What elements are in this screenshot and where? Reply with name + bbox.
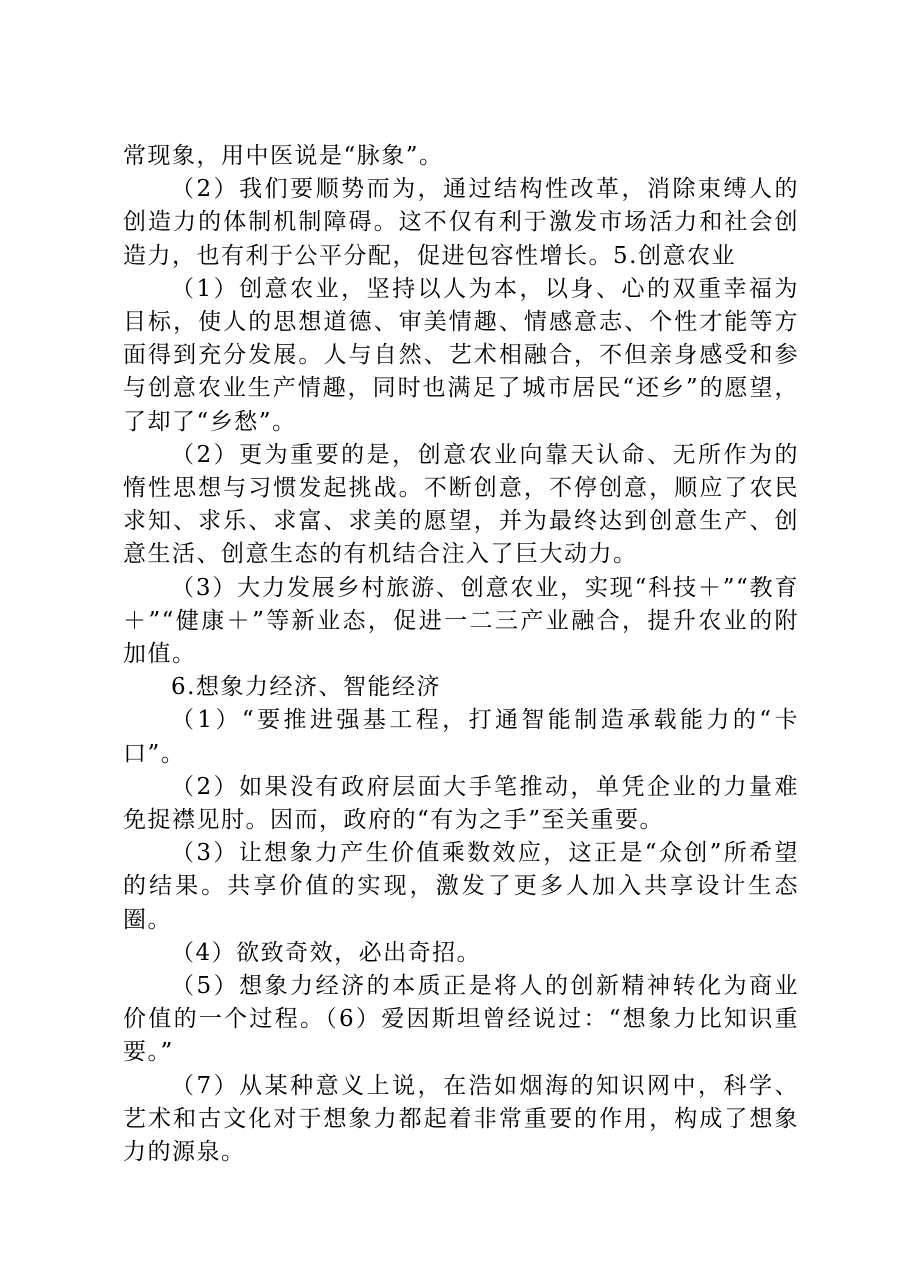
paragraph-continuation: 常现象，用中医说是“脉象”。	[123, 143, 444, 169]
paragraph-creative-agriculture-2: （2）更为重要的是，创意农业向靠天认命、无所作为的惰性思想与习惯发起挑战。不断创意，不停创意，顺应了农民求知、求乐、求富、求美的愿望，并为最终达到创意生产、创意生活、创意生态的有机结合注入了巨大动力。	[123, 441, 799, 568]
document-page	[123, 140, 799, 1169]
paragraph-creative-agriculture-1: （1）创意农业，坚持以人为本，以身、心的双重幸福为目标，使人的思想道德、审美情趣、情感意志、个性才能等方面得到充分发展。人与自然、艺术相融合，不但亲身感受和参与创意农业生产情趣，同时也满足了城市居民“还乡”的愿望，了却了“乡愁”。	[123, 275, 799, 435]
paragraph-imagination-5: （5）想象力经济的本质正是将人的创新精神转化为商业价值的一个过程。（6）爱因斯坦曾经说过：“想象力比知识重要。”	[123, 973, 799, 1066]
paragraph-imagination-1: （1）“要推进强基工程，打通智能制造承载能力的“卡口”。	[123, 707, 799, 767]
paragraph-imagination-2: （2）如果没有政府层面大手笔推动，单凭企业的力量难免捉襟见肘。因而，政府的“有为之手”至关重要。	[123, 773, 799, 834]
paragraph-imagination-7: （7）从某种意义上说，在浩如烟海的知识网中，科学、艺术和古文化对于想象力都起着非常重要的作用，构成了想象力的源泉。	[123, 1072, 799, 1166]
paragraph-structural-reform: （2）我们要顺势而为，通过结构性改革，消除束缚人的创造力的体制机制障碍。这不仅有利于激发市场活力和社会创造力，也有利于公平分配，促进包容性增长。5.创意农业	[123, 176, 799, 269]
paragraph-creative-agriculture-3: （3）大力发展乡村旅游、创意农业，实现“科技＋”“教育＋”“健康＋”等新业态，促进一二三产业融合，提升农业的附加值。	[123, 574, 799, 668]
section-heading-imagination-economy: 6.想象力经济、智能经济	[171, 674, 441, 701]
paragraph-imagination-3: （3）让想象力产生价值乘数效应，这正是“众创”所希望的结果。共享价值的实现，激发了更多人加入共享设计生态圈。	[123, 840, 799, 933]
paragraph-imagination-4: （4）欲致奇效，必出奇招。	[171, 939, 482, 966]
